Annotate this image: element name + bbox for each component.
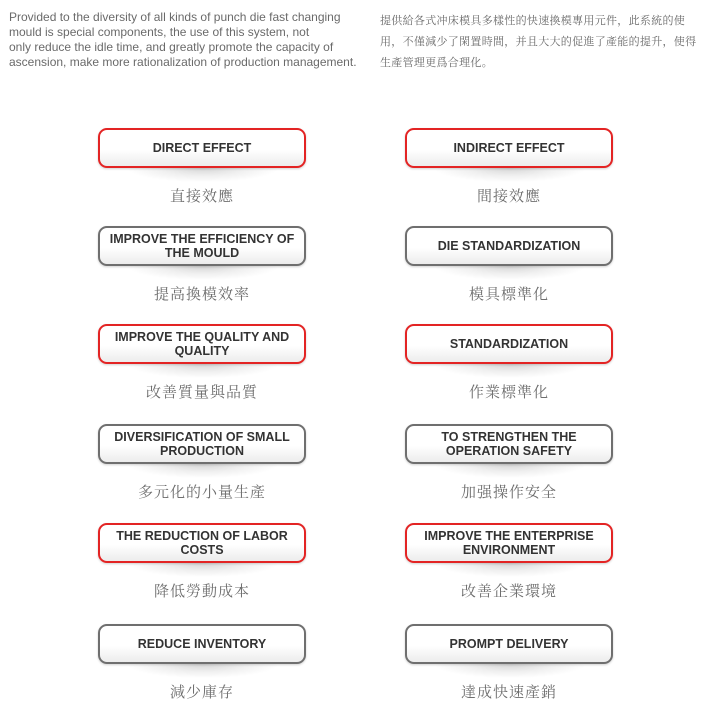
badge-shadow [128, 364, 278, 378]
benefit-die-standardization [405, 226, 615, 304]
benefit-label: STANDARDIZATION [405, 324, 613, 364]
benefit-label: IMPROVE THE ENTERPRISE ENVIRONMENT [405, 523, 613, 563]
benefit-prompt-delivery [405, 624, 615, 702]
badge-shadow [435, 266, 585, 280]
benefit-caption: 提高換模效率 [153, 285, 250, 303]
intro-chinese: 提供給各式冲床模具多樣性的快速換模專用元件，此系統的使 用，不僅減少了閑置時間，并且大大的促進了產能的提升，使得 生產管理更爲合理化。 [380, 14, 697, 69]
benefit-caption: 模具標準化 [468, 285, 549, 303]
benefit-caption: 達成快速產銷 [460, 683, 557, 701]
intro-english: Provided to the diversity of all kinds of punch die fast changing mould is special components, the use of this system, not only reduce the idle time, and greatly promote the capacity of ascension, make more rationalization of production management. [9, 10, 357, 69]
badge-shadow [128, 464, 278, 478]
benefit-small-production [98, 424, 308, 502]
benefit-caption: 直接效應 [169, 187, 234, 205]
benefit-enterprise-environment [405, 523, 615, 601]
badge-shadow [435, 464, 585, 478]
benefit-caption: 多元化的小量生產 [137, 483, 266, 501]
badge-shadow [128, 168, 278, 182]
benefit-indirect-effect [405, 128, 615, 206]
benefit-operation-safety [405, 424, 615, 502]
benefit-direct-effect [98, 128, 308, 206]
benefit-caption: 改善企業環境 [460, 582, 557, 600]
benefit-label: IMPROVE THE EFFICIENCY OF THE MOULD [98, 226, 306, 266]
benefit-label: TO STRENGTHEN THE OPERATION SAFETY [405, 424, 613, 464]
benefit-caption: 加强操作安全 [460, 483, 557, 501]
badge-shadow [435, 563, 585, 577]
badge-shadow [128, 563, 278, 577]
benefit-label: DIE STANDARDIZATION [405, 226, 613, 266]
benefit-label: DIVERSIFICATION OF SMALL PRODUCTION [98, 424, 306, 464]
badge-shadow [128, 266, 278, 280]
benefit-label: INDIRECT EFFECT [405, 128, 613, 168]
badge-shadow [435, 364, 585, 378]
benefit-label: THE REDUCTION OF LABOR COSTS [98, 523, 306, 563]
benefit-standardization [405, 324, 615, 402]
benefit-labor-costs [98, 523, 308, 601]
benefit-label: IMPROVE THE QUALITY AND QUALITY [98, 324, 306, 364]
benefit-quality [98, 324, 308, 402]
badge-shadow [128, 664, 278, 678]
benefit-reduce-inventory [98, 624, 308, 702]
badge-shadow [435, 664, 585, 678]
benefit-label: REDUCE INVENTORY [98, 624, 306, 664]
benefit-caption: 改善質量與品質 [145, 383, 258, 401]
benefit-label: DIRECT EFFECT [98, 128, 306, 168]
benefit-caption: 間接效應 [476, 187, 541, 205]
badge-shadow [435, 168, 585, 182]
benefit-mould-efficiency [98, 226, 308, 304]
benefit-caption: 減少庫存 [169, 683, 234, 701]
benefit-caption: 作業標準化 [468, 383, 549, 401]
benefit-label: PROMPT DELIVERY [405, 624, 613, 664]
benefit-caption: 降低勞動成本 [153, 582, 250, 600]
